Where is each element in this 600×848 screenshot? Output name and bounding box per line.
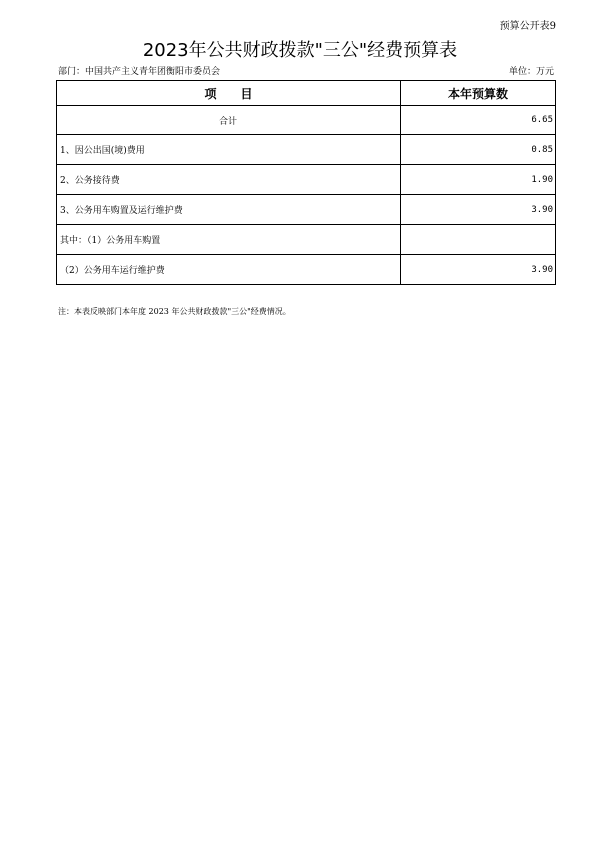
row-amount: 0.85 xyxy=(401,135,556,165)
row-amount: 3.90 xyxy=(401,255,556,285)
table-header-row xyxy=(57,81,556,106)
department-label: 部门：中国共产主义青年团衡阳市委员会 xyxy=(58,67,221,77)
footnote: 注：本表反映部门本年度 2023 年公共财政拨款"三公"经费情况。 xyxy=(58,307,291,316)
row-amount: 6.65 xyxy=(401,106,556,135)
row-name: 其中：（1）公务用车购置 xyxy=(57,225,401,255)
row-name: （2）公务用车运行维护费 xyxy=(57,255,401,285)
table-row xyxy=(57,225,556,255)
form-code: 预算公开表9 xyxy=(499,21,556,32)
table-row xyxy=(57,165,556,195)
table-row xyxy=(57,135,556,165)
row-name: 2、公务接待费 xyxy=(57,165,401,195)
row-amount: 3.90 xyxy=(401,195,556,225)
row-name: 1、因公出国(境)费用 xyxy=(57,135,401,165)
header-amount: 本年预算数 xyxy=(401,81,556,106)
header-item: 项 目 xyxy=(57,81,401,106)
table-row xyxy=(57,255,556,285)
meta-row xyxy=(58,64,554,78)
row-name: 合计 xyxy=(57,106,401,135)
table-row xyxy=(57,195,556,225)
table-row-total xyxy=(57,106,556,135)
row-amount xyxy=(401,225,556,255)
row-name: 3、公务用车购置及运行维护费 xyxy=(57,195,401,225)
row-amount: 1.90 xyxy=(401,165,556,195)
budget-table xyxy=(56,80,556,285)
page-title: 2023年公共财政拨款"三公"经费预算表 xyxy=(142,40,458,61)
unit-label: 单位：万元 xyxy=(508,67,554,77)
